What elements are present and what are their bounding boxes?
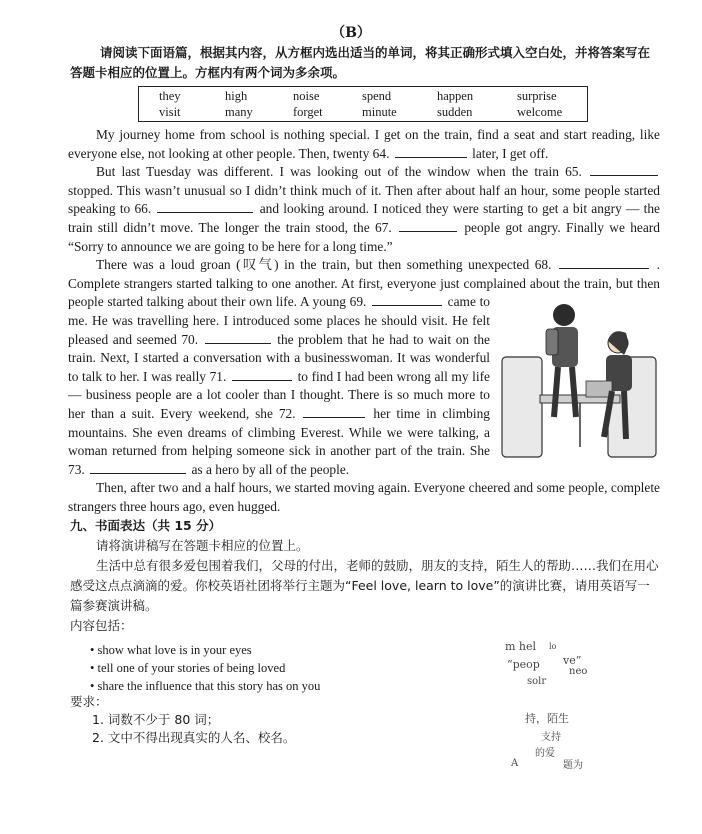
word: they bbox=[159, 89, 181, 103]
word: high bbox=[225, 89, 248, 103]
word: noise bbox=[293, 89, 320, 103]
paragraph-4: Then, after two and a half hours, we started moving again. Everyone cheered and some people, complete strangers three hours ago, even hugged. bbox=[68, 480, 660, 514]
paragraph-2: But last Tuesday was different. I was looking out of the window when the train 65. stopped. This wasn’t unusual so I didn’t think much of it. Then after about half an hour, some people started speaking to 66. and looking around. I noticed they were starting to get a bit angry — the train still didn’t move. The longer the train stood, the 67. people got angry. Finally we heard “Sorry to announce we are going to be here for a long time.” bbox=[68, 164, 661, 254]
content-label: 内容包括： bbox=[70, 618, 133, 633]
word: minute bbox=[362, 105, 397, 119]
answer-blank-71[interactable] bbox=[232, 368, 292, 381]
word: visit bbox=[159, 105, 181, 119]
word: many bbox=[225, 105, 253, 119]
answer-blank-72[interactable] bbox=[303, 405, 365, 418]
paragraph-1: My journey home from school is nothing special. I get on the train, find a seat and start reading, like everyone else, not looking at other people. Then, twenty 64. later, I get off. bbox=[68, 127, 660, 161]
bleed-through-text: m hel lo ve” “peop neo solr 持，陌生 支持 的爱 A 题为 bbox=[505, 640, 588, 771]
reading-passage bbox=[68, 126, 660, 516]
answer-blank-73[interactable] bbox=[90, 461, 186, 474]
answer-blank-69[interactable] bbox=[372, 293, 442, 306]
requirements bbox=[70, 693, 400, 747]
answer-blank-67[interactable] bbox=[399, 219, 457, 232]
word-box bbox=[138, 86, 588, 122]
answer-blank-68[interactable] bbox=[559, 256, 649, 269]
bullet-item: • tell one of your stories of being loved bbox=[90, 659, 420, 677]
answer-blank-66[interactable] bbox=[157, 200, 253, 213]
instructions: 请阅读下面语篇，根据其内容，从方框内选出适当的单词，将其正确形式填入空白处，并将答案写在答题卡相应的位置上。方框内有两个词为多余项。 bbox=[70, 45, 651, 80]
writing-instruction: 请将演讲稿写在答题卡相应的位置上。 bbox=[96, 538, 309, 553]
requirements-label: 要求： bbox=[70, 694, 108, 709]
word: spend bbox=[362, 89, 392, 103]
paragraph-3: There was a loud groan (叹气) in the train, but then something unexpected 68. . Complete strangers started talking to one another. At first, everyone just complained about the train, but then people started talking about their own life. A young 69. came to me. He was travelling here. I introduced some places he should visit. He felt pleased and seemed 70. the problem that he had to wait on the train. Next, I started a conversation with a businesswoman. It was wonderful to talk to her. I was really 71. to find I had been wrong all my life — business people are a lot cooler than I thought. There is so much more to her than a suit. Every weekend, she 72. her time in climbing mountains. She even dreams of climbing Everest. While we were talking, a woman returned from helping someone sick in another part of the train. She 73. as a hero by all of the people. bbox=[68, 257, 660, 477]
section-label: （B） bbox=[331, 25, 371, 41]
word: happen bbox=[437, 89, 474, 103]
writing-prompt: 生活中总有很多爱包围着我们，父母的付出，老师的鼓励，朋友的支持，陌生人的帮助……我们在用心感受这点点滴滴的爱。你校英语社团将举行主题为“Feel love, learn to love”的演讲比赛，请用英语写一篇参赛演讲稿。 bbox=[70, 558, 659, 613]
bullet-item: • show what love is in your eyes bbox=[90, 641, 420, 659]
bullet-item: • share the influence that this story has on you bbox=[90, 677, 420, 695]
writing-section bbox=[70, 516, 660, 636]
content-bullets bbox=[90, 641, 420, 695]
word: sudden bbox=[437, 105, 473, 119]
word: surprise bbox=[517, 89, 557, 103]
requirement-item: 1. 词数不少于 80 词； bbox=[92, 712, 220, 727]
section-heading: 九、书面表达（共 15 分） bbox=[70, 518, 222, 533]
word: forget bbox=[293, 105, 323, 119]
requirement-item: 2. 文中不得出现真实的人名、校名。 bbox=[92, 730, 296, 745]
word: welcome bbox=[517, 105, 563, 119]
answer-blank-64[interactable] bbox=[395, 145, 467, 158]
answer-blank-70[interactable] bbox=[205, 331, 271, 344]
train-illustration bbox=[500, 297, 660, 465]
answer-blank-65[interactable] bbox=[590, 163, 658, 176]
